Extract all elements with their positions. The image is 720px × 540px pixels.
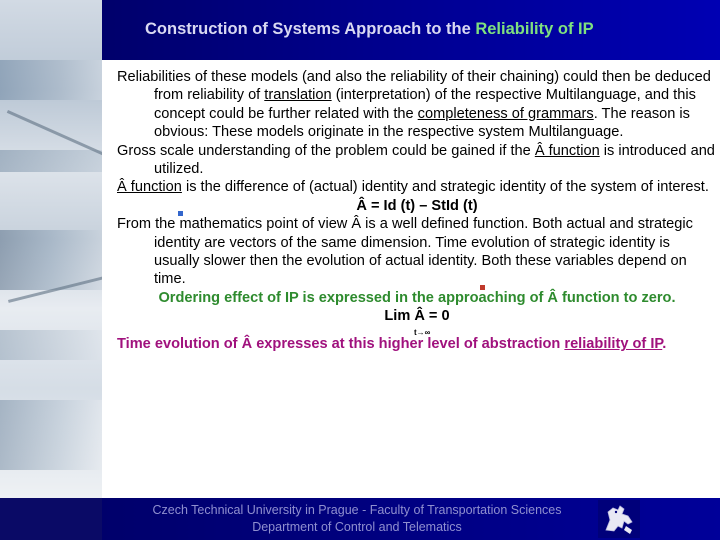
term-completeness: completeness of grammars [417, 105, 594, 122]
paragraph-reliabilities: Reliabilities of these models (and also the reliability of their chaining) could then be deduced from reliability of translation (interpretation) of the respective Multilanguage, and this concept could be further related with the completeness of grammars. The reason is obvious: These models originate in the respective system Multilanguage. [117, 69, 711, 141]
term-a-function-2: Â function [117, 179, 182, 196]
paragraph-gross-scale: Gross scale understanding of the problem could be gained if the Â function is introduced and utilized. [117, 142, 715, 178]
university-lion-logo-icon [598, 500, 640, 538]
decorative-photo [0, 0, 102, 498]
slide-title-accent: Reliability of IP [475, 20, 594, 38]
footer-department: Department of Control and Telematics [252, 520, 462, 534]
bullet-marker-red [480, 285, 485, 290]
footer-university: Czech Technical University in Prague - Faculty of Transportation Sciences [152, 503, 562, 517]
term-a-function: Â function [534, 142, 600, 159]
paragraph-a-function: Â function is the difference of (actual) identity and strategic identity of the system of interest. [117, 179, 709, 196]
slide-title [145, 20, 594, 39]
paragraph-time-evolution: Time evolution of Â expresses at this higher level of abstraction reliability of IP. [117, 336, 667, 353]
slide-content [117, 68, 717, 354]
footer-left-block [0, 498, 102, 540]
limit-expression [117, 307, 717, 338]
paragraph-ordering-effect: Ordering effect of IP is expressed in the approaching of Â function to zero. [158, 289, 676, 306]
limit-subscript: t→∞ [414, 328, 431, 338]
formula: Â = Id (t) – StId (t) [356, 197, 478, 214]
term-translation: translation [264, 87, 332, 104]
slide-title-main: Construction of Systems Approach to the [145, 20, 471, 38]
limit-text: Lim Â = 0 [384, 308, 450, 325]
term-reliability-ip: reliability of IP [564, 336, 663, 353]
paragraph-mathematics: From the mathematics point of view Â is a well defined function. Both actual and strategic identity are vectors of the same dimension. Time evolution of strategic identity is usually slower then the evolution of actual identity. Both these variables depend on time. [117, 216, 693, 288]
bullet-marker [178, 211, 183, 216]
